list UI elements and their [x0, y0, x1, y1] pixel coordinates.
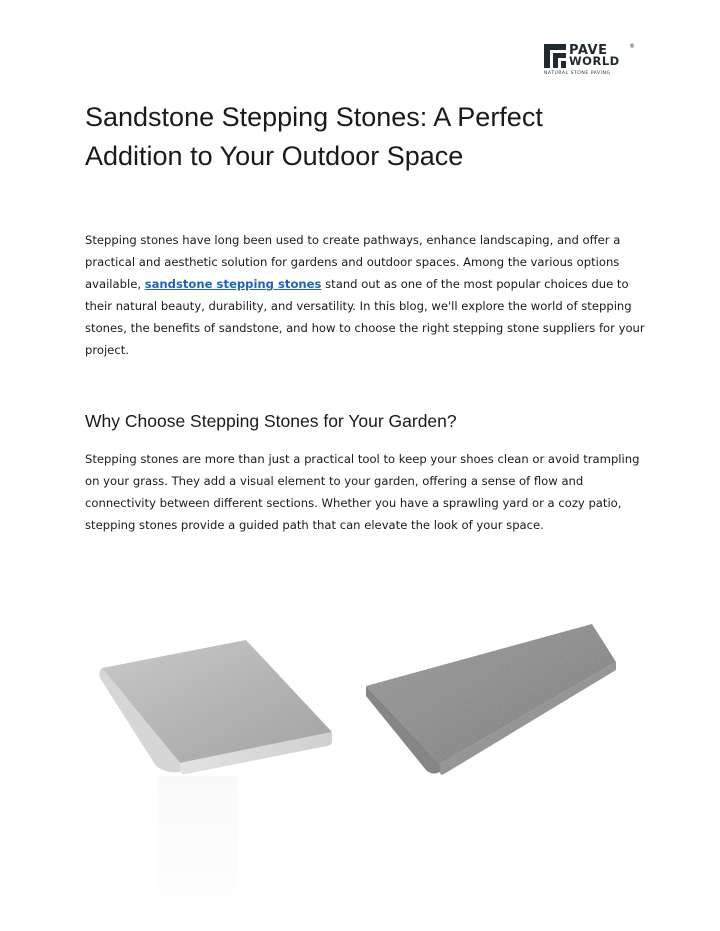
granite-stone-slab — [366, 624, 616, 775]
section-paragraph: Stepping stones are more than just a practical tool to keep your shoes clean or avoid trampling on your grass. They add a visual element to your garden, offering a sense of flow and connectivity between different sections. Whether you have a sprawling yard or a cozy patio, stepping stones provide a guided path that can elevate the look of your space. — [85, 452, 640, 532]
pave-world-logo[interactable] — [544, 44, 636, 78]
intro-text-after-link: stand out as one of the most popular choices due to their natural beauty, durability, and versatility. In this blog, we'll explore the world of stepping stones, the benefits of sandstone, and how to choose the right stepping stone suppliers for your project. — [85, 277, 645, 357]
intro-paragraph — [85, 229, 645, 361]
logo-name-line1: PAVE — [569, 43, 608, 58]
logo-mark-icon — [544, 44, 566, 68]
stepping-stones-product-image — [96, 620, 656, 931]
intro-text-before-link: Stepping stones have long been used to create pathways, enhance landscaping, and offer a practical and aesthetic solution for gardens and outdoor spaces. Among the various options available, — [85, 233, 621, 291]
logo-tagline: NATURAL STONE PAVING — [544, 71, 611, 76]
smooth-stone-slab — [99, 640, 332, 931]
logo-name-line2: WORLD — [569, 54, 620, 68]
article-title: Sandstone Stepping Stones: A Perfect Addition to Your Outdoor Space — [85, 102, 543, 171]
logo-registered-mark: ® — [629, 43, 635, 50]
section-heading: Why Choose Stepping Stones for Your Garden? — [85, 411, 457, 431]
sandstone-stepping-stones-link[interactable]: sandstone stepping stones — [144, 277, 322, 291]
